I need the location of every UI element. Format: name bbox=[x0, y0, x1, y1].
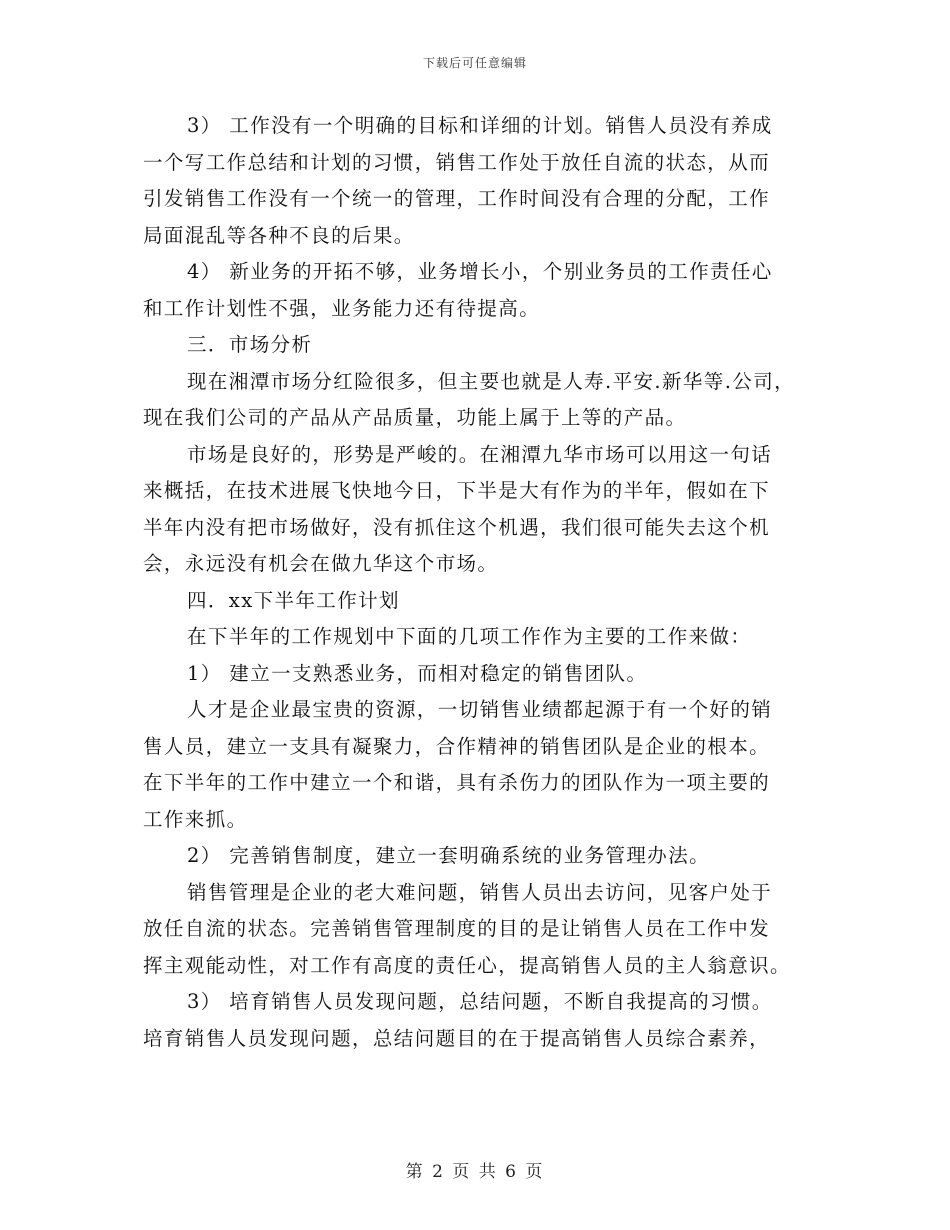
text-line: 4） 新业务的开拓不够，业务增长小，个别业务员的工作责任心 bbox=[187, 260, 773, 283]
text-line: 现在湘潭市场分红险很多，但主要也就是人寿.平安.新华等.公司， bbox=[187, 369, 795, 393]
text-line: 市场是良好的，形势是严峻的。在湘潭九华市场可以用这一句话 bbox=[187, 442, 773, 466]
text-line: 售人员，建立一支具有凝聚力，合作精神的销售团队是企业的根本。 bbox=[143, 734, 771, 758]
text-line: 引发销售工作没有一个统一的管理，工作时间没有合理的分配，工作 bbox=[143, 187, 771, 210]
text-line: 3） 培育销售人员发现问题，总结问题，不断自我提高的习惯。 bbox=[187, 990, 773, 1013]
text-line: 挥主观能动性，对工作有高度的责任心，提高销售人员的主人翁意识。 bbox=[143, 953, 791, 977]
page-header: 下载后可任意编辑 bbox=[422, 56, 527, 70]
text-line: 在下半年的工作规划中下面的几项工作作为主要的工作来做： bbox=[187, 625, 752, 648]
section-heading: 四．xx下半年工作计划 bbox=[187, 588, 400, 612]
text-line: 人才是企业最宝贵的资源，一切销售业绩都起源于有一个好的销 bbox=[187, 698, 773, 721]
text-line: 工作来抓。 bbox=[143, 807, 248, 831]
document-body bbox=[143, 108, 823, 1057]
text-line: 3） 工作没有一个明确的目标和详细的计划。销售人员没有养成 bbox=[187, 114, 773, 137]
text-line: 一个写工作总结和计划的习惯，销售工作处于放任自流的状态，从而 bbox=[143, 150, 771, 174]
text-line: 培育销售人员发现问题，总结问题目的在于提高销售人员综合素养， bbox=[143, 1026, 771, 1050]
text-line: 局面混乱等各种不良的后果。 bbox=[143, 223, 415, 247]
text-line: 在下半年的工作中建立一个和谐，具有杀伤力的团队作为一项主要的 bbox=[143, 771, 771, 794]
section-heading: 三．市场分析 bbox=[187, 333, 313, 356]
text-line: 会，永远没有机会在做九华这个市场。 bbox=[143, 552, 499, 575]
text-line: 和工作计划性不强，业务能力还有待提高。 bbox=[143, 296, 541, 320]
text-line: 半年内没有把市场做好，没有抓住这个机遇，我们很可能失去这个机 bbox=[143, 515, 771, 539]
text-line: 现在我们公司的产品从产品质量，功能上属于上等的产品。 bbox=[143, 406, 687, 429]
text-line: 来概括，在技术进展飞快地今日，下半是大有作为的半年，假如在下 bbox=[143, 479, 771, 502]
text-line: 放任自流的状态。完善销售管理制度的目的是让销售人员在工作中发 bbox=[143, 917, 771, 940]
text-line: 1） 建立一支熟悉业务，而相对稳定的销售团队。 bbox=[187, 661, 648, 685]
text-line: 2） 完善销售制度，建立一套明确系统的业务管理办法。 bbox=[187, 844, 711, 867]
text-line: 销售管理是企业的老大难问题，销售人员出去访问，见客户处于 bbox=[187, 880, 773, 904]
page-number: 第 2 页 共 6 页 bbox=[405, 1162, 545, 1182]
